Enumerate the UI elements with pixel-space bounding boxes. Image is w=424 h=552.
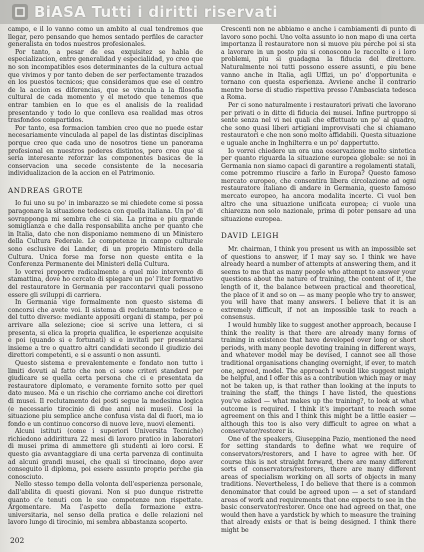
paragraph: Por tanto, a pesar de esa exquisitez se habla de especializacion, entre generalidad y especialidad, yo creo que no son incompatibles esos determinantes de la cultura actual que vivimos y por tanto deben de ser perfectamente trazados en los puestos tecnicos; que consideramos que ese el centro de la accion es diferencias, que se vincula a la filosofia cultural de cada momento y el metodo que tenemos que entrar tambien en lo que es el analisis de la realidad presentando y todo lo que conlleva esa realidad mas otros trasfondos compartidos. <box>8 48 203 125</box>
left-column <box>8 26 203 527</box>
paragraph: Por tanto, esa formacion tambien creo que no puede estar necesariamente vinculada al papel de las distintas disciplinas porque creo que cada uno de nosotros tiene un panorama profesional en nuestros poderes distintos, pero creo que si seria interesante reforzar las componentes basicas de la conservacion una secede consistente de la necesaria individualizacion de la accion en el Patrimonio. <box>8 124 203 178</box>
paragraph: In Germania vige formalmente non questo sistema di concorsi che avete voi. Il sistema di reclutamento tedesco e del tutto diverso: mediante appositi organi di stampa, per poi arrivare alla selezione; cioe si scrive una lettera, ci si presenta, si elica la propria qualifica, le esperienze acquisite e poi (quando si e fortunati) si e invitati per presentarsi insieme a tre o quattro altri candidati secondo il giudizio dei direttori competenti, e si e assunti o non assunti. <box>8 299 203 360</box>
paragraph: Io vorrei proporre radicalmente a quel mio intervento di stamattina, dove ho cercato di spiegare un po' l'iter formativo del restauratore in Germania per raccontarvi quali possono essere gli sviluppi di carriera. <box>8 268 203 299</box>
watermark-text: BiASA Tutti i diritti riservati <box>34 3 278 21</box>
speaker-heading: ANDREAS GROTE <box>8 185 84 195</box>
watermark-banner <box>0 0 424 24</box>
biasa-logo-icon <box>12 4 28 20</box>
paragraph: Crescenti non ne abbiamo e anche i cambiamenti di punto di lavoro sono pochi. Uno volta assunto io non mapo di una certa importanza il restauratore non si muove piu perche poi si sta a lavorare in un posto piu si conoscono le raccolte e i loro problemi, piu si guadagna la fiducia del direttore. Naturalmente noi tutti possono essere assunti, e piu bene vanno anche in Italia, agli Uffizi, un po' d'opportunita e tornano con questa esperienza. Avviene anche il contrario mentre borse di studio rispettiva presso l'Ambasciata tedesca a Roma. <box>221 26 416 102</box>
page-number: 202 <box>10 536 25 545</box>
paragraph: Io vorrei chiedere un ora una osservazione molto sintetica per quanto riguarda la situazione europea globale: se noi in Germania non siamo capaci di garantire a regolamenti statali, come potremmo riuscire a farlo in Europa? Questo famoso mercato europeo, che consentira libera circolazione ad ogni restauratore italiano di andare in Germania, questo famoso mercato europeo, ha ancora modalita incerte. Ci vuol ben altro che una situazione unificata europea; ci vuole una chiarezza non solo nazionale, prima di poter pensare ad una situazione europea. <box>221 147 416 223</box>
paragraph: Mr. chairman, I think you present us with an impossible set of questions to answer, if I may say so. I think we have already heard a number of attempts at answering them, and it seems to me that as many people who attempt to answer your questions about the nature of training, the content of it, the length of it, the balance between practical and theoretical, the place of it and so on — as many people who try to answer, you will have that many answers. I believe that it is an extremely difficult, if not an impossible task to reach a consensus. <box>221 246 416 322</box>
right-column <box>221 26 416 535</box>
paragraph: campo, e il lo vanno como un ambito al cual tendremos que llegar, pero pensando que hemos sentado perfiles de caracter generalista en todos nuestros profesionales. <box>8 26 203 49</box>
paragraph: Per ci sono naturalmente i restauratori privati che lavorano per privati o in ditte di fiducia dei musei. Infine purtroppo si sente senza nel vi nei quali che effettuato un po' al quadro, che sono quasi liberi artigiani improvvisati che si chiamano restauratori e che non sono molto affidabili. Questa situazione e uguale anche in Inghilterra e un po' dappertutto. <box>221 101 416 147</box>
paragraph: Questo sistema e prevalentemente e fondato non tutto i limiti dovuti al fatto che non ci sono criteri standard per giudicare se quella certa persona che ci e presentata da restauratore diplomato, e veramente fornito sotto per quel dato museo. Ma e un rischio che corriamo anche coi direttori di musei. Il reclutamento dei posti segue la medesima logica (e necessario tirocinio di due anni nei musei). Cosi la situazione piu semplice anche confusa vista dal di fuori, ma io fondo e un continuo concorso di nuove leve, nuovi elementi. <box>8 359 203 428</box>
paragraph: I would humbly like to suggest another approach, because I think the reality is that there are already many forms of training in existence that have developed over long or short periods, with many people devoting training in different ways, and whatever model may be devised, I cannot see all those traditional organisations changing overnight, if ever, to match one, agreed, model. The approach I would like suggest might be helpful, and I offer this as a contribution which may or may not be taken up, is that rather than looking at the inputs to training the staff, the things I have listed, the questions you've asked — what makes up the training?, to look at what outcome is required. I think it's important to reach some agreement on this and I think this might be a little easier — although this too is also very difficult to agree on what a conservator/restorer is. <box>221 321 416 436</box>
speaker-heading: DAVID LEIGH <box>221 231 280 241</box>
paragraph: Nello stesso tempo della volonta dell'esperienza personale, dall'abilita di questi giovani. Non si puo dunque ristrette quanto c'e tenuti con le sue competenze non rispettate. Argomentare. Ma l'aspetto della formazione extra-universitaria, nel senso della pratica e delle relazioni nel lavoro lungo di tirocinio, mi sembra abbastanza scoperto. <box>8 481 203 527</box>
paragraph: Io fui uno su po' in imbarazzo se mi chiedete come si possa paragonare la situazione tedesca con quella italiana. Un po' di sovrapponga mi sembra che ci sia. La prima e piu grande somiglianza e che dalla responsabilita anche per quanto che in Italia, dato che non disponiamo nemmeno di un Ministero della Cultura Federale. Le competenze in campo culturale sono esclusive dei Lander, di un proprio Ministero della Cultura. Unica forse ma forse non queste entita e la Conferenza Permanente dei Ministeri della Cultura. <box>8 200 203 269</box>
paragraph: Alcuni istituti (come i superiori Universita Tecniche) richiedono addirittura 22 mesi di lavoro pratico in laboratori di musei prima di ammettere gli studenti ai loro corsi. E questo gia avvantaggiare di una certa parvenza di continuita ad alcuni grandi musei, che quali si tirocinano, dopo aver conseguito il diploma, poi essere assunto proprio perche gia conosciuto. <box>8 428 203 481</box>
paragraph: One of the speakers, Giuseppina Pazio, mentioned the need for setting standards to define what we require of conservators/restorers, and I have to agree with her. Of course this is not straight forward, there are many different sorts of conservators/restorers, there are many different areas of specialism working on all sorts of objects in many traditions. Nevertheless, I do believe that there is a common denominator that could be agreed upon — a set of standard areas of work and requirements that one expects to see in the basic conservator/restorer. Once one had agreed on that, one would then have a yardstick by which to measure the training that already exists or that is being designed. I think there might be <box>221 435 416 534</box>
